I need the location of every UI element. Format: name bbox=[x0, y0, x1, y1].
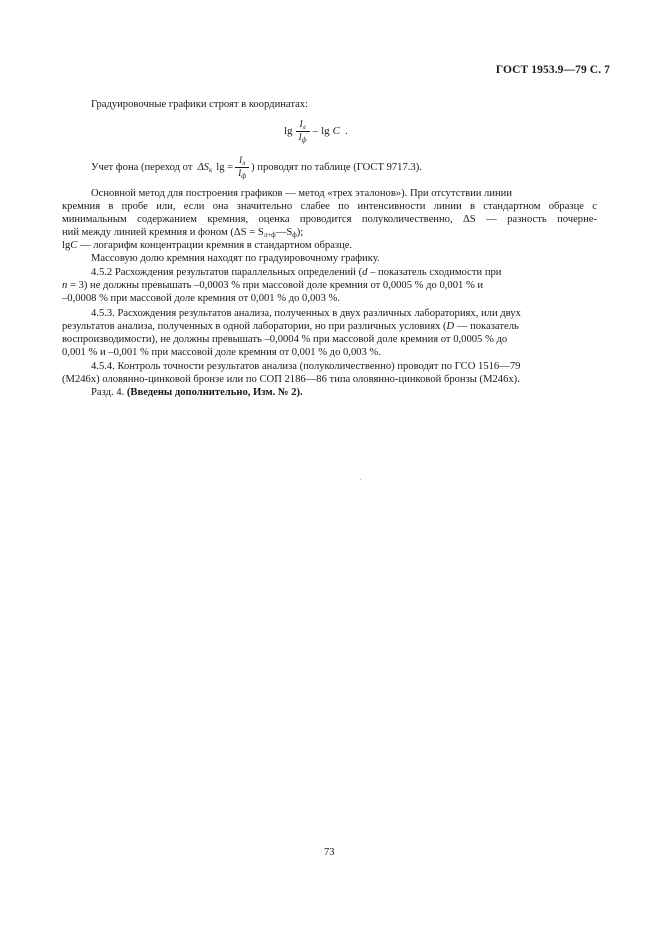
p452-line-2: n = 3) не должны превышать –0,0003 % при массовой доле кремния от 0,0005 % до 0,001 % и bbox=[62, 280, 484, 291]
formula-numerator: I bbox=[299, 120, 303, 130]
formula-numerator-sub: л bbox=[302, 123, 306, 131]
method-line-5: lgC — логарифм концентрации кремния в стандартном образце. bbox=[62, 240, 353, 251]
delta-s: $\Delta S_к$ bbox=[197, 161, 213, 174]
formula-fraction bbox=[296, 120, 310, 143]
coordinates-formula bbox=[284, 120, 348, 143]
formula-denominator: I bbox=[298, 133, 302, 143]
p452-line-3: –0,0008 % при массовой доле кремния от 0,001 % до 0,003 %. bbox=[62, 293, 340, 304]
p454-line-1: 4.5.4. Контроль точности результатов анализа (полуколичественно) проводят по ГСО 1516—79 bbox=[91, 361, 521, 372]
scan-speck bbox=[360, 479, 361, 480]
background-fraction: $I_л$ $I_ф$ bbox=[235, 156, 249, 179]
p453-line-3: воспроизводимости), не должны превышать –0,0004 % при массовой доле кремния от 0,0005 % до bbox=[62, 334, 508, 345]
p454-line-2: (М246х) оловянно-цинковой бронзе или по СОП 2186—86 типа оловянно-цинковой бронзы (М246х). bbox=[62, 374, 520, 385]
p452-line-1: 4.5.2 Расхождения результатов параллельных определений (d – показатель сходимости при bbox=[91, 267, 502, 278]
method-line-4: ний между линией кремния и фоном $(\Delta S = S_{л+ф}—S_ф)$; bbox=[62, 227, 304, 239]
background-after: ) проводят по таблице (ГОСТ 9717.3). bbox=[251, 161, 422, 173]
p453-line-1: 4.5.3. Расхождения результатов анализа, полученных в двух различных лабораториях, или двух bbox=[91, 308, 521, 319]
formula-minus: – bbox=[312, 124, 319, 137]
section-amendment-note: Разд. 4. (Введены дополнительно, Изм. № 2). bbox=[91, 387, 303, 398]
method-line-2: кремния в пробе или, если она значительно слабее по интенсивности линии в стандартном образце с bbox=[62, 201, 597, 212]
method-line-1: Основной метод для построения графиков — метод «трех эталонов»). При отсутствии линии bbox=[91, 188, 513, 199]
method-line-3: минимальным содержанием кремния, оценка проводится полуколичественно, ΔS — разность почерне- bbox=[62, 214, 597, 225]
formula-period: . bbox=[344, 124, 348, 137]
background-before: Учет фона (переход от bbox=[91, 161, 193, 173]
background-note bbox=[91, 156, 422, 179]
formula-variable: C bbox=[332, 124, 340, 137]
lg-equals: lg = bbox=[216, 161, 234, 173]
formula-lg-2: lg bbox=[321, 124, 330, 137]
page-header: ГОСТ 1953.9—79 С. 7 bbox=[495, 64, 610, 76]
formula-lg-1: lg bbox=[284, 124, 293, 137]
method-line-6: Массовую долю кремния находят по градуировочному графику. bbox=[91, 253, 380, 264]
page-number: 73 bbox=[324, 847, 335, 858]
intro-text: Градуировочные графики строят в координатах: bbox=[91, 99, 309, 110]
p453-line-4: 0,001 % и –0,001 % при массовой доле кремния от 0,001 % до 0,003 %. bbox=[62, 347, 381, 358]
p453-line-2: результатов анализа, полученных в одной лаборатории, но при различных условиях (D — показатель bbox=[62, 321, 519, 332]
formula-denominator-sub: ф bbox=[301, 136, 307, 144]
